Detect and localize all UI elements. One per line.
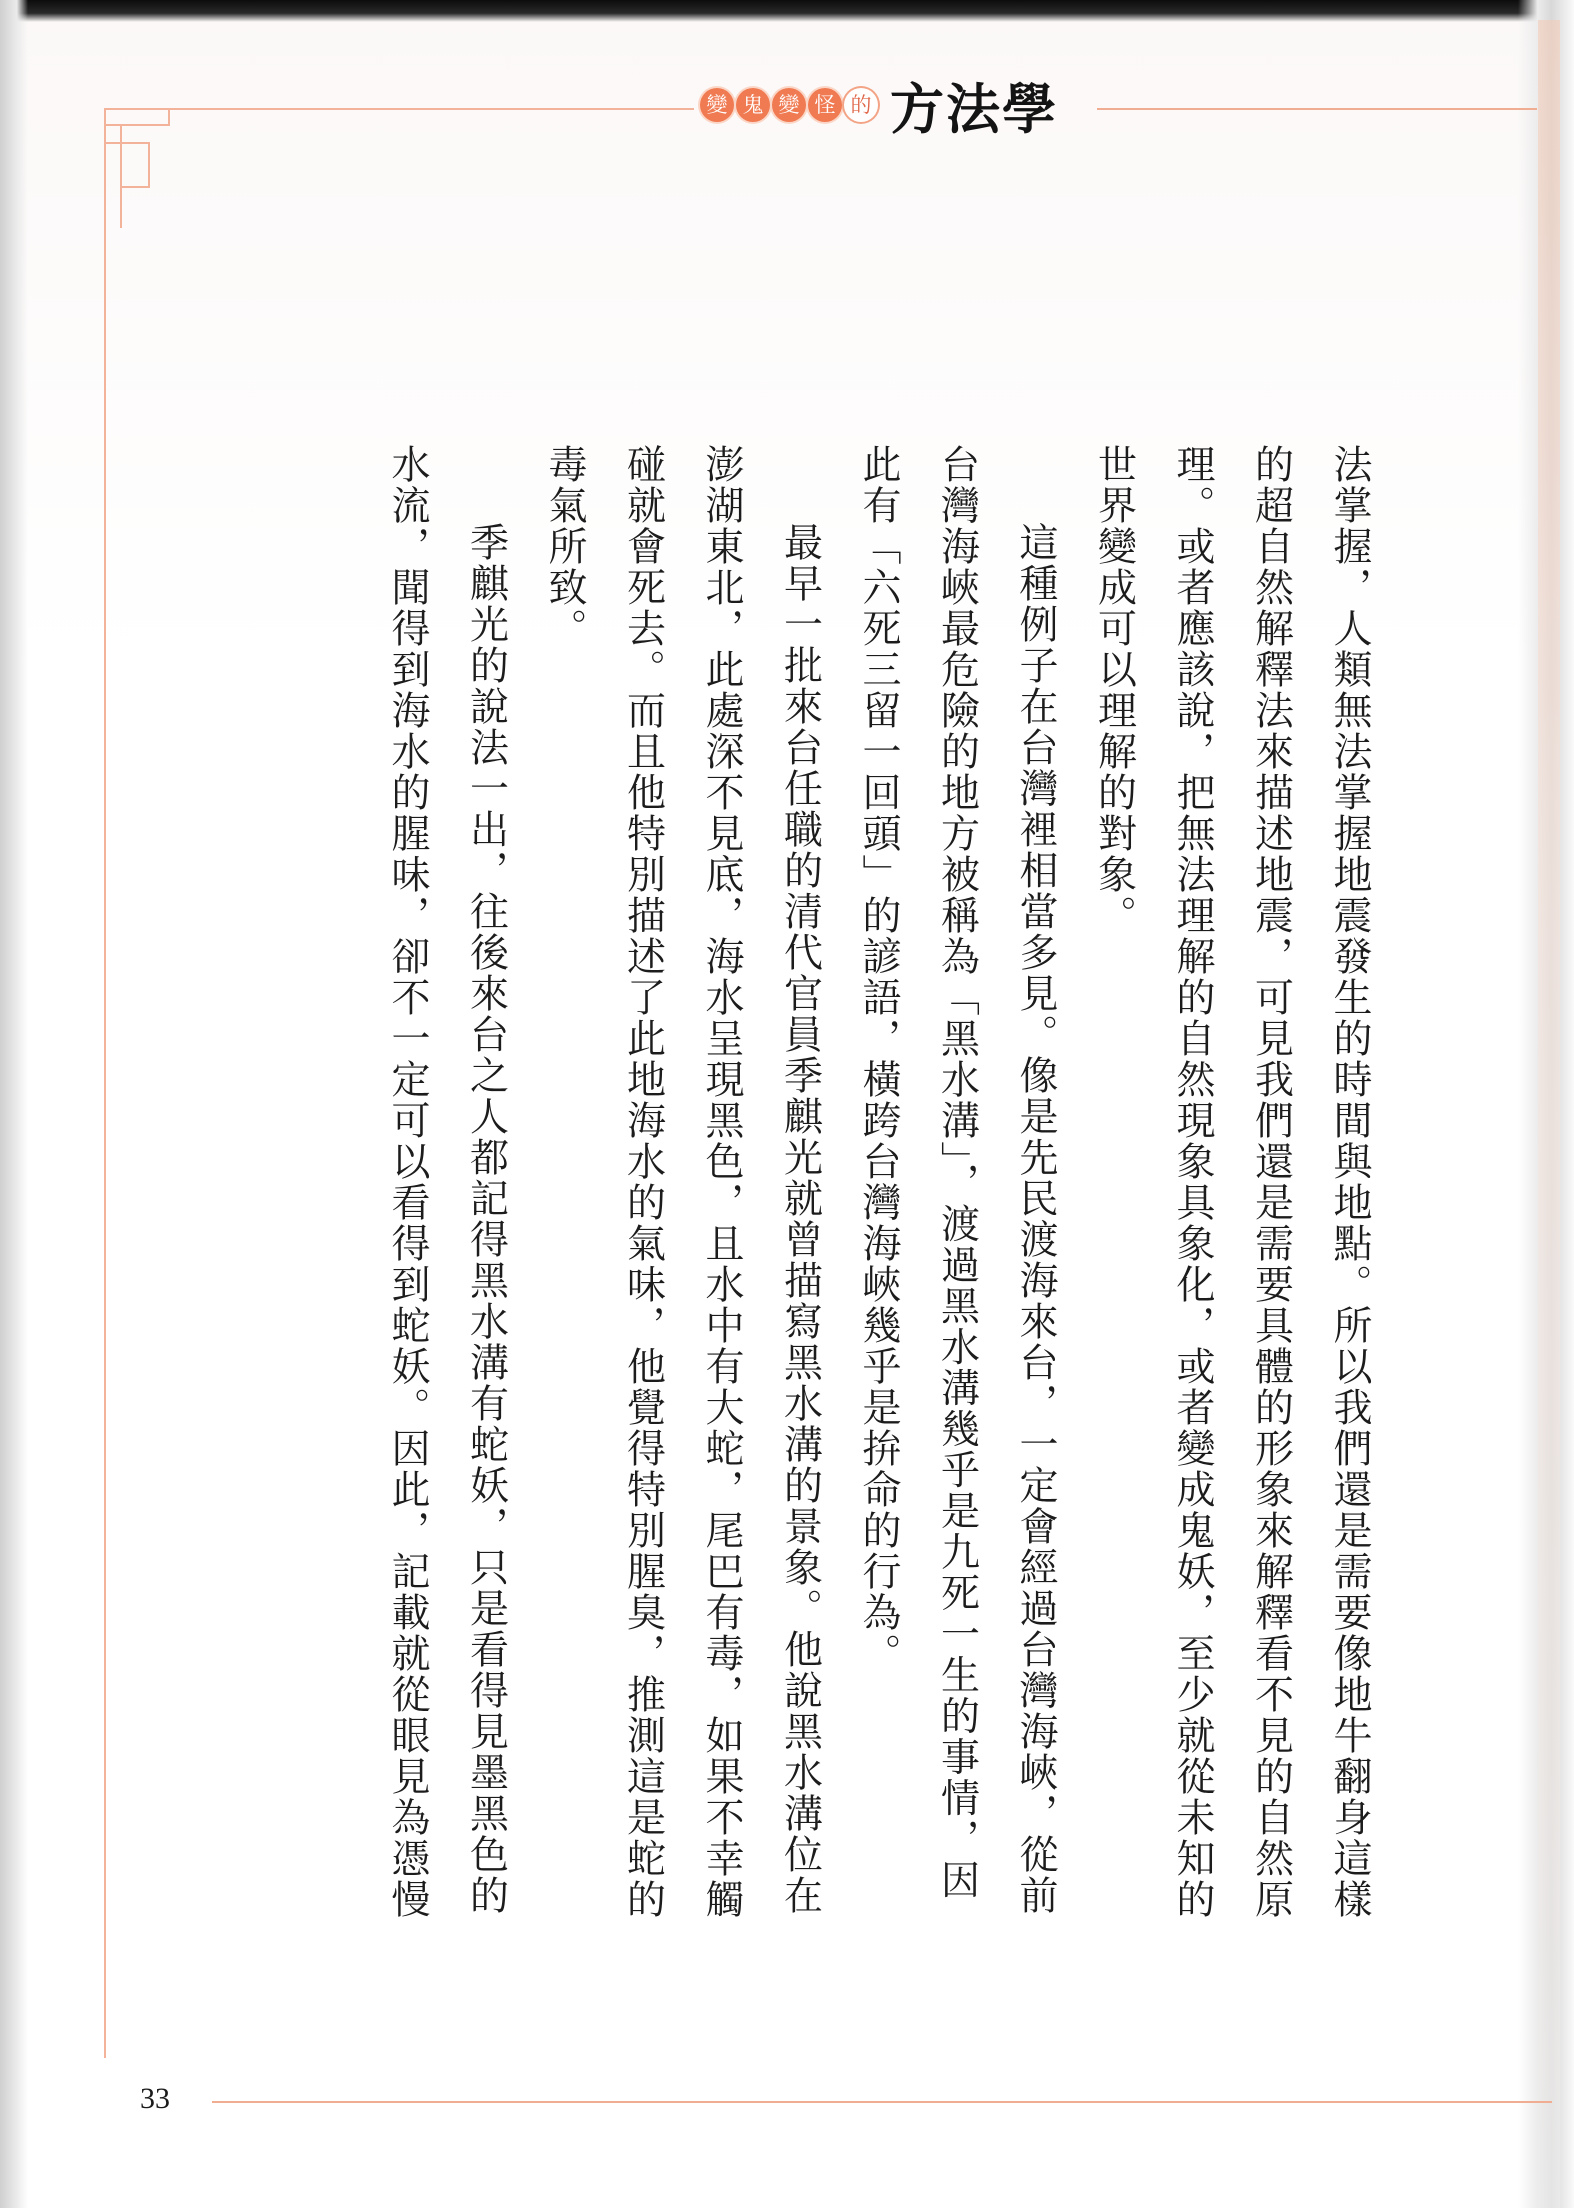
running-header	[700, 70, 1058, 140]
header-badge-connector: 的	[844, 88, 878, 122]
header-badge: 怪	[808, 88, 842, 122]
header-badge: 變	[700, 88, 734, 122]
header-rule	[1097, 108, 1537, 110]
paragraph: 最早一批來台任職的清代官員季麒光就曾描寫黑水溝的景象。他說黑水溝位在澎湖東北，此處深不見底，海水呈現黑色，且水中有大蛇，尾巴有毒，如果不幸觸碰就會死去。而且他特別描述了此地海水的氣味，他覺得特別腥臭，推測這是蛇的毒氣所致。	[542, 444, 823, 1920]
page-edge-tint	[1538, 20, 1560, 2208]
body-text	[252, 444, 1388, 1928]
scan-left-shadow	[0, 0, 28, 2208]
header-badge: 鬼	[736, 88, 770, 122]
paragraph: 這種例子在台灣裡相當多見。像是先民渡海來台，一定會經過台灣海峽，從前台灣海峽最危險的地方被稱為「黑水溝」，渡過黑水溝幾乎是九死一生的事情，因此有「六死三留一回頭」的諺語，橫跨台灣海峽幾乎是拚命的行為。	[856, 444, 1058, 1916]
paragraph: 法掌握，人類無法掌握地震發生的時間與地點。所以我們還是需要像地牛翻身這樣的超自然解釋法來描述地震，可見我們還是需要具體的形象來解釋看不見的自然原理。或者應該說，把無法理解的自然現象具象化，或者變成鬼妖，至少就從未知的世界變成可以理解的對象。	[1091, 444, 1372, 1920]
page-number: 33	[140, 2082, 170, 2115]
scan-top-shadow	[0, 0, 1574, 22]
paragraph: 季麒光的說法一出，往後來台之人都記得黑水溝有蛇妖，只是看得見墨黑色的水流，聞得到海水的腥味，卻不一定可以看得到蛇妖。因此，記載就從眼見為憑慢	[385, 444, 509, 1920]
header-badge: 變	[772, 88, 806, 122]
header-title: 方法學	[890, 77, 1058, 141]
footer-rule	[212, 2101, 1552, 2103]
